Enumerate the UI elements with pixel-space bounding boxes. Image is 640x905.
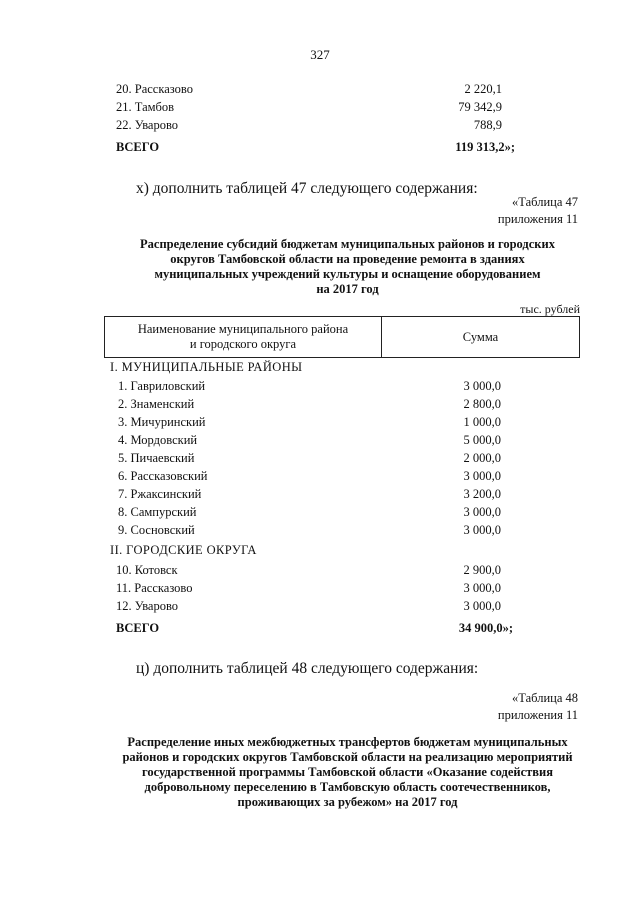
header-line: и городского округа bbox=[189, 337, 297, 351]
table-row bbox=[0, 82, 640, 100]
title-line: проживающих за рубежом» на 2017 год bbox=[237, 795, 458, 809]
unit-label: тыс. рублей bbox=[520, 302, 580, 316]
title-line: районов и городских округов Тамбовской области на реализацию мероприятий bbox=[122, 750, 573, 764]
table-48-title bbox=[100, 735, 595, 810]
instruction-table-47: х) дополнить таблицей 47 следующего содержания: bbox=[136, 180, 478, 197]
header-sum-column: Сумма bbox=[462, 330, 499, 344]
total-row bbox=[0, 140, 640, 158]
row-value: 788,9 bbox=[473, 118, 502, 132]
table-row bbox=[0, 433, 640, 451]
row-name: 1. Гавриловский bbox=[118, 379, 206, 393]
row-name: 22. Уварово bbox=[116, 118, 179, 132]
header-line: Наименование муниципального района bbox=[137, 322, 349, 336]
row-value: 5 000,0 bbox=[463, 433, 501, 447]
title-line: на 2017 год bbox=[316, 282, 379, 296]
instruction-table-48: ц) дополнить таблицей 48 следующего содержания: bbox=[136, 660, 479, 677]
table-row bbox=[0, 379, 640, 397]
table-row bbox=[0, 581, 640, 599]
row-name: 5. Пичаевский bbox=[118, 451, 195, 465]
page-number: 327 bbox=[310, 47, 330, 62]
row-value: 2 000,0 bbox=[463, 451, 501, 465]
row-value: 3 000,0 bbox=[463, 505, 501, 519]
total-value: 119 313,2»; bbox=[455, 140, 515, 154]
row-name: 11. Рассказово bbox=[116, 581, 193, 595]
row-name: 12. Уварово bbox=[116, 599, 179, 613]
row-value: 3 000,0 bbox=[463, 469, 501, 483]
total-row bbox=[0, 621, 640, 639]
table-row bbox=[0, 487, 640, 505]
table-row bbox=[0, 397, 640, 415]
row-value: 1 000,0 bbox=[463, 415, 501, 429]
title-line: Распределение субсидий бюджетам муниципальных районов и городских bbox=[140, 237, 555, 251]
row-value: 3 000,0 bbox=[463, 379, 501, 393]
section-heading: II. ГОРОДСКИЕ ОКРУГА bbox=[110, 543, 257, 557]
table-row bbox=[0, 563, 640, 581]
row-value: 3 200,0 bbox=[463, 487, 501, 501]
section-heading: I. МУНИЦИПАЛЬНЫЕ РАЙОНЫ bbox=[110, 360, 303, 374]
table-ref-line: «Таблица 47 bbox=[512, 195, 578, 209]
row-name: 4. Мордовский bbox=[118, 433, 198, 447]
table-row bbox=[0, 505, 640, 523]
row-name: 10. Котовск bbox=[116, 563, 178, 577]
row-name: 2. Знаменский bbox=[118, 397, 195, 411]
total-label: ВСЕГО bbox=[116, 621, 160, 635]
table-row bbox=[0, 415, 640, 433]
table-ref-line: приложения 11 bbox=[497, 212, 578, 226]
row-name: 3. Мичуринский bbox=[118, 415, 206, 429]
table-ref-line: «Таблица 48 bbox=[512, 691, 578, 705]
table-ref-line: приложения 11 bbox=[497, 708, 578, 722]
table-47-reference bbox=[470, 194, 578, 228]
table-row bbox=[0, 599, 640, 617]
title-line: муниципальных учреждений культуры и оснащение оборудованием bbox=[154, 267, 541, 281]
row-value: 3 000,0 bbox=[463, 581, 501, 595]
title-line: государственной программы Тамбовской области «Оказание содействия bbox=[142, 765, 553, 779]
total-value: 34 900,0»; bbox=[458, 621, 513, 635]
table-row bbox=[0, 469, 640, 487]
table-row bbox=[0, 523, 640, 541]
row-value: 3 000,0 bbox=[463, 599, 501, 613]
row-name: 8. Сампурский bbox=[118, 505, 197, 519]
table-header bbox=[104, 316, 580, 358]
row-value: 2 900,0 bbox=[463, 563, 501, 577]
title-line: округов Тамбовской области на проведение ремонта в зданиях bbox=[170, 252, 525, 266]
row-value: 79 342,9 bbox=[458, 100, 502, 114]
header-name-column bbox=[105, 317, 382, 357]
row-value: 3 000,0 bbox=[463, 523, 501, 537]
table-47-title bbox=[100, 237, 595, 297]
table-48-reference bbox=[470, 690, 578, 724]
row-name: 7. Ржаксинский bbox=[118, 487, 202, 501]
total-label: ВСЕГО bbox=[116, 140, 160, 154]
title-line: Распределение иных межбюджетных трансфертов бюджетам муниципальных bbox=[127, 735, 568, 749]
row-name: 21. Тамбов bbox=[116, 100, 175, 114]
row-value: 2 800,0 bbox=[463, 397, 501, 411]
title-line: добровольному переселению в Тамбовскую область соотечественников, bbox=[144, 780, 551, 794]
row-name: 20. Рассказово bbox=[116, 82, 193, 96]
row-value: 2 220,1 bbox=[464, 82, 502, 96]
table-row bbox=[0, 100, 640, 118]
table-row bbox=[0, 451, 640, 469]
row-name: 6. Рассказовский bbox=[118, 469, 208, 483]
row-name: 9. Сосновский bbox=[118, 523, 195, 537]
table-row bbox=[0, 118, 640, 136]
